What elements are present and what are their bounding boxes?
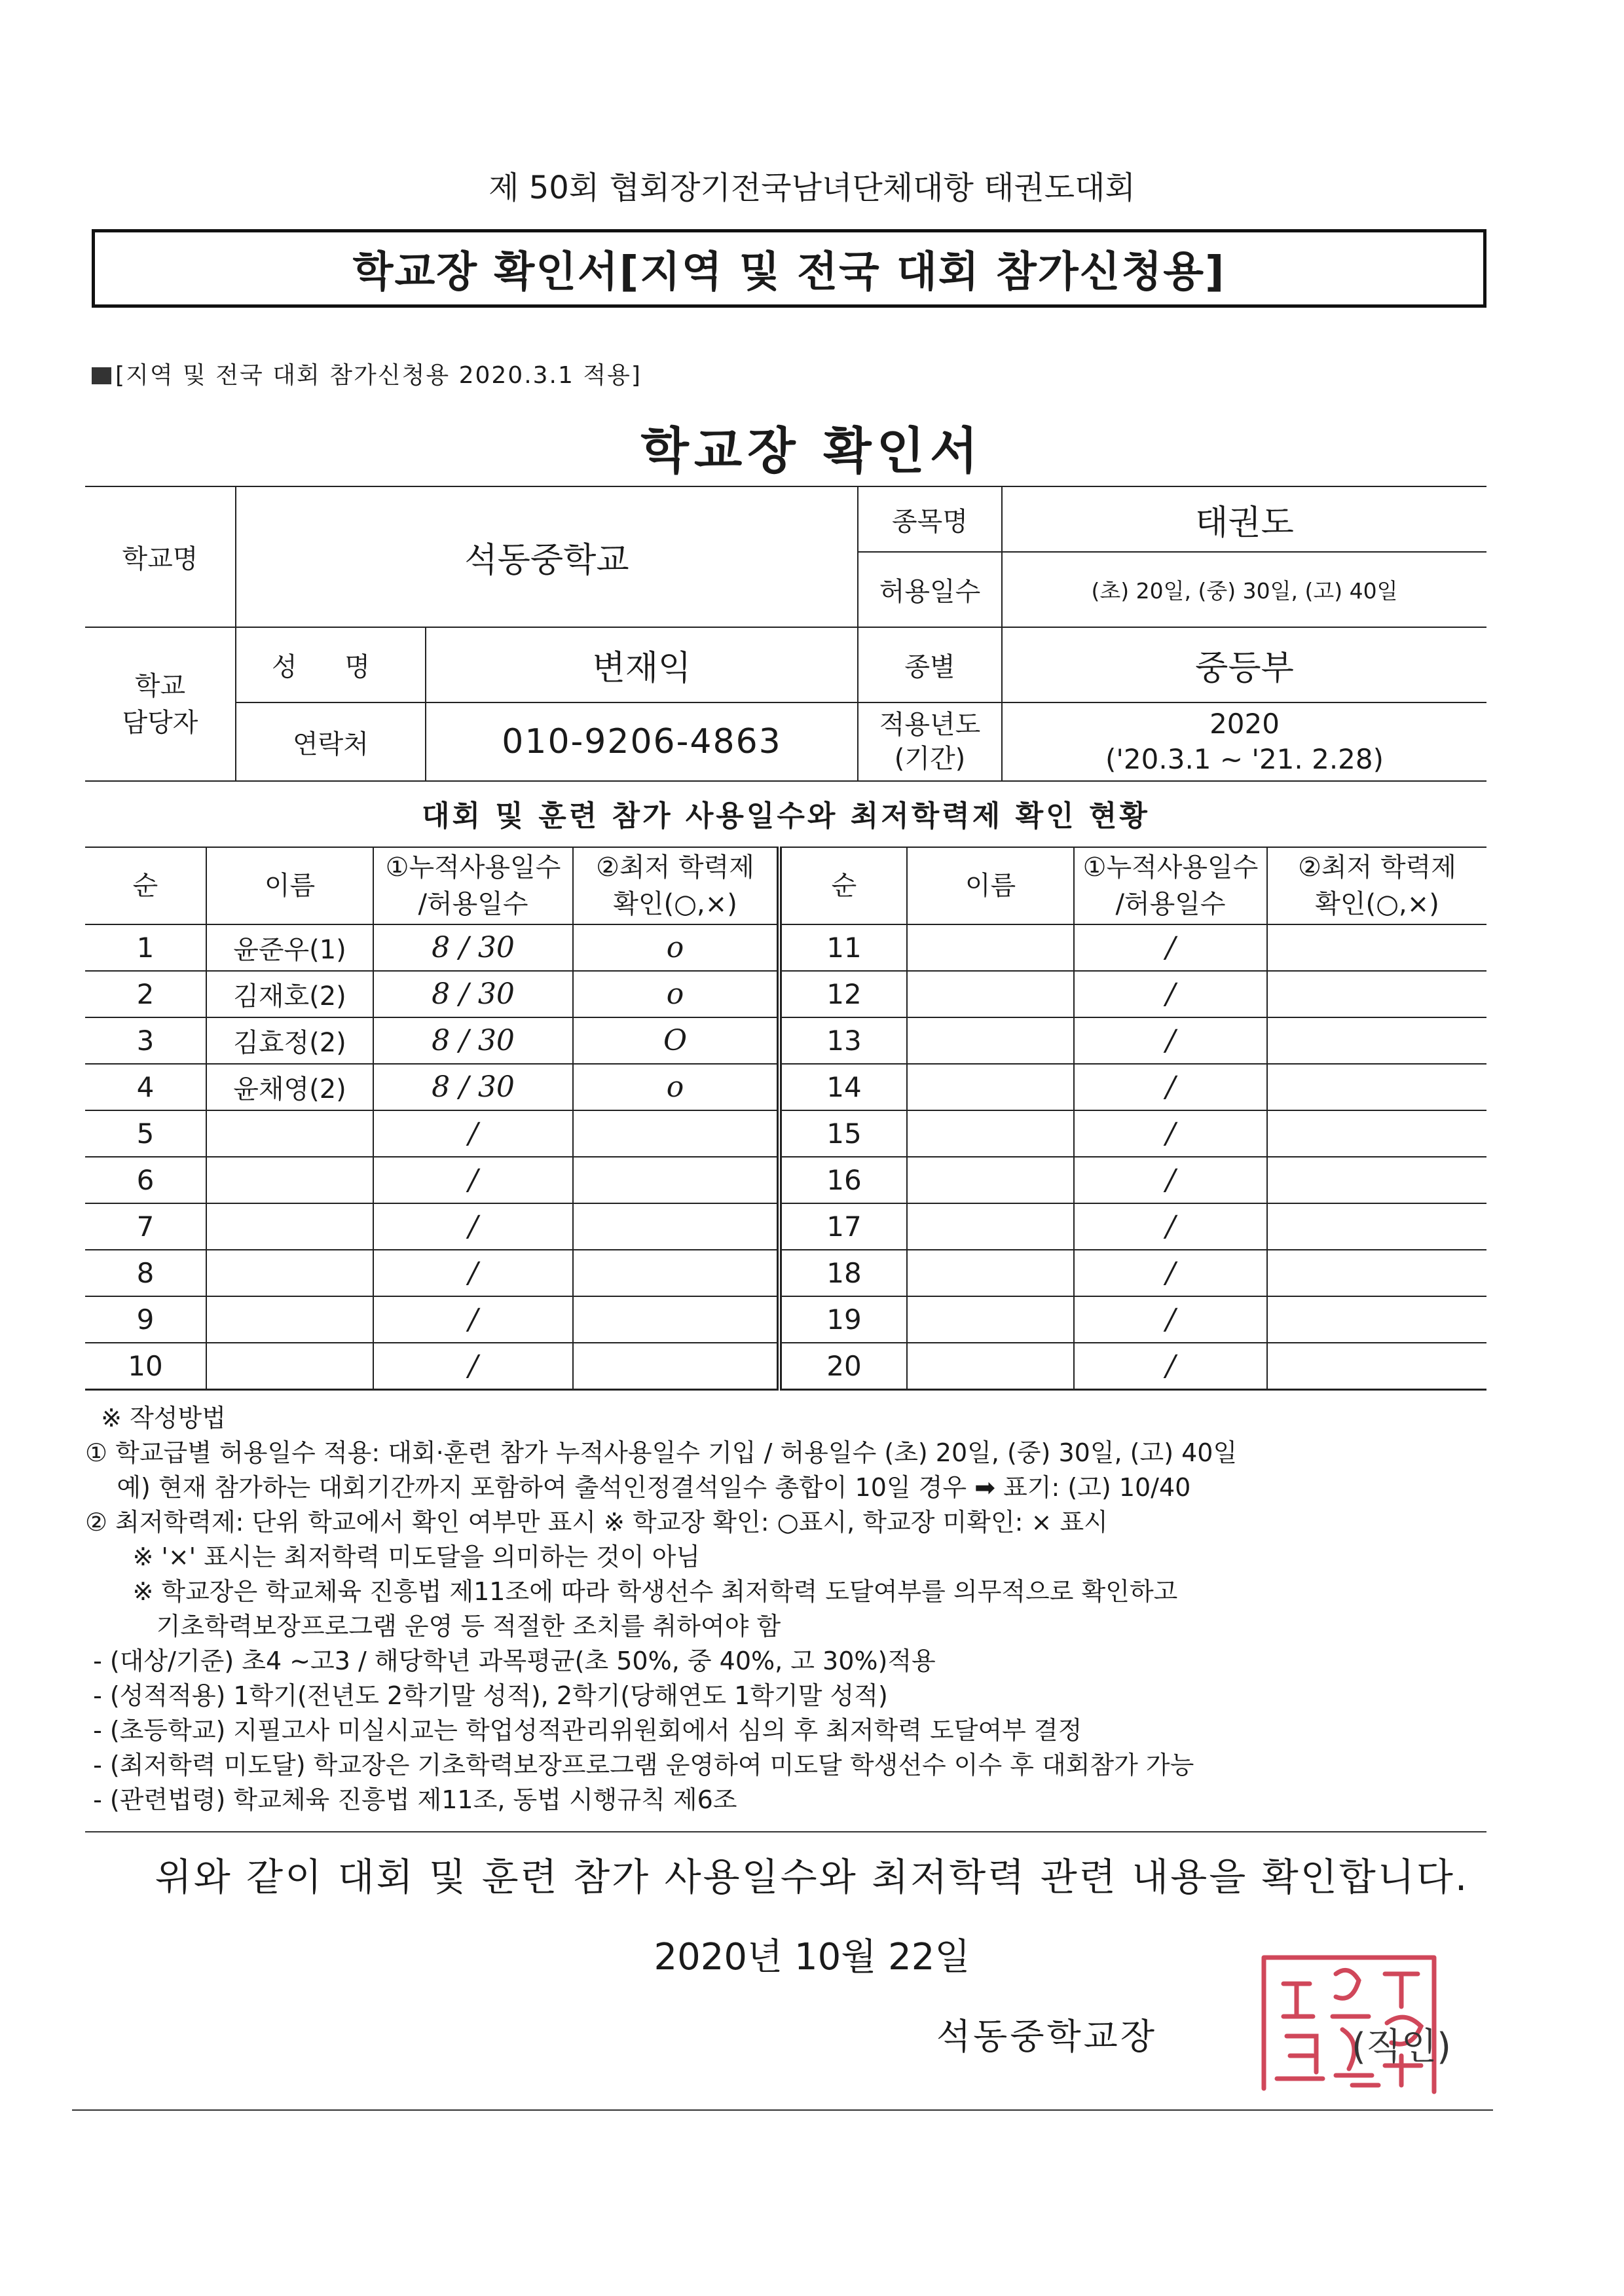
row-check-right	[1267, 971, 1486, 1017]
header-check: ②최저 학력제 확인(○,×)	[573, 847, 779, 924]
row-check: o	[573, 924, 779, 971]
row-days: 8 / 30	[373, 1017, 573, 1064]
row-check-right	[1267, 1296, 1486, 1343]
row-no: 10	[85, 1343, 206, 1390]
row-name-right	[907, 1110, 1074, 1157]
row-days: /	[373, 1110, 573, 1157]
row-no-right: 11	[779, 924, 907, 971]
usage-row	[85, 1064, 1486, 1110]
usage-table	[85, 847, 1486, 1391]
row-check-right	[1267, 1157, 1486, 1203]
usage-row	[85, 1343, 1486, 1390]
row-name	[206, 1157, 373, 1203]
header-name: 이름	[206, 847, 373, 924]
row-days-right: /	[1074, 971, 1267, 1017]
usage-row	[85, 971, 1486, 1017]
row-days-right: /	[1074, 1343, 1267, 1390]
row-no: 4	[85, 1064, 206, 1110]
allowed-days-label: 허용일수	[858, 552, 1002, 627]
name-label: 성 명	[236, 627, 426, 702]
row-no: 3	[85, 1017, 206, 1064]
square-bullet-icon	[92, 367, 111, 384]
bottom-divider	[72, 2109, 1493, 2111]
seal-label: (직인)	[1352, 2026, 1451, 2068]
phone-value: 010-9206-4863	[426, 702, 858, 781]
guide-line: - (최저학력 미도달) 학교장은 기초학력보장프로그램 운영하여 미도달 학생선수 이수 후 대회참가 가능	[85, 1751, 1194, 1779]
row-name-right	[907, 1296, 1074, 1343]
confirmation-text: 위와 같이 대회 및 훈련 참가 사용일수와 최저학력 관련 내용을 확인합니다.	[155, 1855, 1469, 1899]
row-name: 윤채영(2)	[206, 1064, 373, 1110]
row-name-right	[907, 924, 1074, 971]
sport-value: 태권도	[1002, 486, 1486, 552]
header-days: ①누적사용일수 /허용일수	[373, 847, 573, 924]
row-no-right: 12	[779, 971, 907, 1017]
guide-line: ※ 학교장은 학교체육 진흥법 제11조에 따라 학생선수 최저학력 도달여부를 의무적으로 확인하고	[85, 1577, 1178, 1606]
row-days: 8 / 30	[373, 971, 573, 1017]
guide-line: ※ '×' 표시는 최저학력 미도달을 의미하는 것이 아님	[85, 1542, 701, 1571]
row-days: /	[373, 1296, 573, 1343]
row-days-right: /	[1074, 1157, 1267, 1203]
row-check	[573, 1343, 779, 1390]
school-name-value: 석동중학교	[236, 486, 858, 627]
principal-name: 석동중학교장	[936, 2016, 1157, 2057]
header-name-right: 이름	[907, 847, 1074, 924]
row-name-right	[907, 1343, 1074, 1390]
row-days: /	[373, 1157, 573, 1203]
contact-person-label: 학교 담당자	[85, 627, 236, 781]
row-days-right: /	[1074, 1110, 1267, 1157]
document-title: 학교장 확인서	[640, 422, 984, 480]
row-days-right: /	[1074, 1250, 1267, 1296]
event-title: 제 50회 협회장기전국남녀단체대항 태권도대회	[489, 170, 1135, 206]
writing-guide	[85, 1401, 1493, 1817]
row-name-right	[907, 1203, 1074, 1250]
guide-line: ※ 작성방법	[85, 1404, 226, 1432]
sport-label: 종목명	[858, 486, 1002, 552]
row-check-right	[1267, 1250, 1486, 1296]
row-name	[206, 1343, 373, 1390]
row-name: 김효정(2)	[206, 1017, 373, 1064]
row-days-right: /	[1074, 1203, 1267, 1250]
row-no-right: 20	[779, 1343, 907, 1390]
guide-line: 예) 현재 참가하는 대회기간까지 포함하여 출석인정결석일수 총합이 10일 경우 ➡ 표기: (고) 10/40	[85, 1473, 1191, 1502]
usage-row	[85, 1250, 1486, 1296]
row-no: 7	[85, 1203, 206, 1250]
usage-row	[85, 1296, 1486, 1343]
header-days-right: ①누적사용일수 /허용일수	[1074, 847, 1267, 924]
row-check	[573, 1157, 779, 1203]
row-days-right: /	[1074, 1296, 1267, 1343]
row-check	[573, 1110, 779, 1157]
guide-line: ② 최저학력제: 단위 학교에서 확인 여부만 표시 ※ 학교장 확인: ○표시, 학교장 미확인: × 표시	[85, 1508, 1108, 1537]
usage-row	[85, 924, 1486, 971]
row-no: 1	[85, 924, 206, 971]
year-value: 2020 ('20.3.1 ~ '21. 2.28)	[1002, 702, 1486, 781]
header-no-right: 순	[779, 847, 907, 924]
usage-row	[85, 1157, 1486, 1203]
row-no-right: 19	[779, 1296, 907, 1343]
row-check	[573, 1203, 779, 1250]
row-check-right	[1267, 1203, 1486, 1250]
row-no: 5	[85, 1110, 206, 1157]
row-check: o	[573, 971, 779, 1017]
row-days: /	[373, 1203, 573, 1250]
row-no: 2	[85, 971, 206, 1017]
row-check: o	[573, 1064, 779, 1110]
year-label: 적용년도 (기간)	[858, 702, 1002, 781]
usage-row	[85, 1017, 1486, 1064]
row-check-right	[1267, 1343, 1486, 1390]
allowed-days-value: (초) 20일, (중) 30일, (고) 40일	[1002, 552, 1486, 627]
guide-divider	[85, 1831, 1486, 1832]
row-days-right: /	[1074, 1017, 1267, 1064]
guide-line: ① 학교급별 허용일수 적용: 대회·훈련 참가 누적사용일수 기입 / 허용일수 (초) 20일, (중) 30일, (고) 40일	[85, 1438, 1238, 1467]
row-name	[206, 1110, 373, 1157]
row-name-right	[907, 1157, 1074, 1203]
row-name-right	[907, 1017, 1074, 1064]
row-check-right	[1267, 1064, 1486, 1110]
row-check-right	[1267, 924, 1486, 971]
row-days: /	[373, 1343, 573, 1390]
school-seal-stamp	[1238, 1944, 1460, 2102]
division-label: 종별	[858, 627, 1002, 702]
row-no-right: 17	[779, 1203, 907, 1250]
row-name-right	[907, 1064, 1074, 1110]
row-days: 8 / 30	[373, 924, 573, 971]
guide-line: 기초학력보장프로그램 운영 등 적절한 조치를 취하여야 함	[85, 1612, 781, 1641]
usage-header-row	[85, 847, 1486, 924]
row-days: /	[373, 1250, 573, 1296]
row-name	[206, 1296, 373, 1343]
notice	[92, 357, 642, 390]
row-name-right	[907, 1250, 1074, 1296]
row-check-right	[1267, 1017, 1486, 1064]
row-name-right	[907, 971, 1074, 1017]
row-no: 8	[85, 1250, 206, 1296]
row-days: 8 / 30	[373, 1064, 573, 1110]
notice-text: [지역 및 전국 대회 참가신청용 2020.3.1 적용]	[115, 362, 642, 389]
row-no-right: 14	[779, 1064, 907, 1110]
confirmation-date: 2020년 10월 22일	[654, 1936, 970, 1978]
row-days-right: /	[1074, 924, 1267, 971]
school-name-label: 학교명	[85, 486, 236, 627]
guide-line: - (대상/기준) 초4 ~고3 / 해당학년 과목평균(초 50%, 중 40%, 고 30%)적용	[85, 1647, 936, 1675]
name-value: 변재익	[426, 627, 858, 702]
guide-line: - (관련법령) 학교체육 진흥법 제11조, 동법 시행규칙 제6조	[85, 1785, 737, 1814]
usage-section-title: 대회 및 훈련 참가 사용일수와 최저학력제 확인 현황	[422, 799, 1150, 833]
row-name: 윤준우(1)	[206, 924, 373, 971]
boxed-title: 학교장 확인서[지역 및 전국 대회 참가신청용]	[92, 229, 1486, 308]
guide-line: - (성적적용) 1학기(전년도 2학기말 성적), 2학기(당해연도 1학기말 성적)	[85, 1681, 888, 1710]
header-check-right: ②최저 학력제 확인(○,×)	[1267, 847, 1486, 924]
division-value: 중등부	[1002, 627, 1486, 702]
row-no-right: 16	[779, 1157, 907, 1203]
row-check-right	[1267, 1110, 1486, 1157]
row-no-right: 15	[779, 1110, 907, 1157]
phone-label: 연락처	[236, 702, 426, 781]
row-name: 김재호(2)	[206, 971, 373, 1017]
row-check	[573, 1250, 779, 1296]
school-info-table	[85, 486, 1486, 782]
row-days-right: /	[1074, 1064, 1267, 1110]
row-no-right: 13	[779, 1017, 907, 1064]
row-name	[206, 1203, 373, 1250]
guide-line: - (초등학교) 지필고사 미실시교는 학업성적관리위원회에서 심의 후 최저학력 도달여부 결정	[85, 1716, 1082, 1745]
row-name	[206, 1250, 373, 1296]
usage-rows	[85, 924, 1486, 1390]
row-check: O	[573, 1017, 779, 1064]
usage-row	[85, 1203, 1486, 1250]
header-no: 순	[85, 847, 206, 924]
row-no-right: 18	[779, 1250, 907, 1296]
row-check	[573, 1296, 779, 1343]
row-no: 6	[85, 1157, 206, 1203]
row-no: 9	[85, 1296, 206, 1343]
usage-row	[85, 1110, 1486, 1157]
